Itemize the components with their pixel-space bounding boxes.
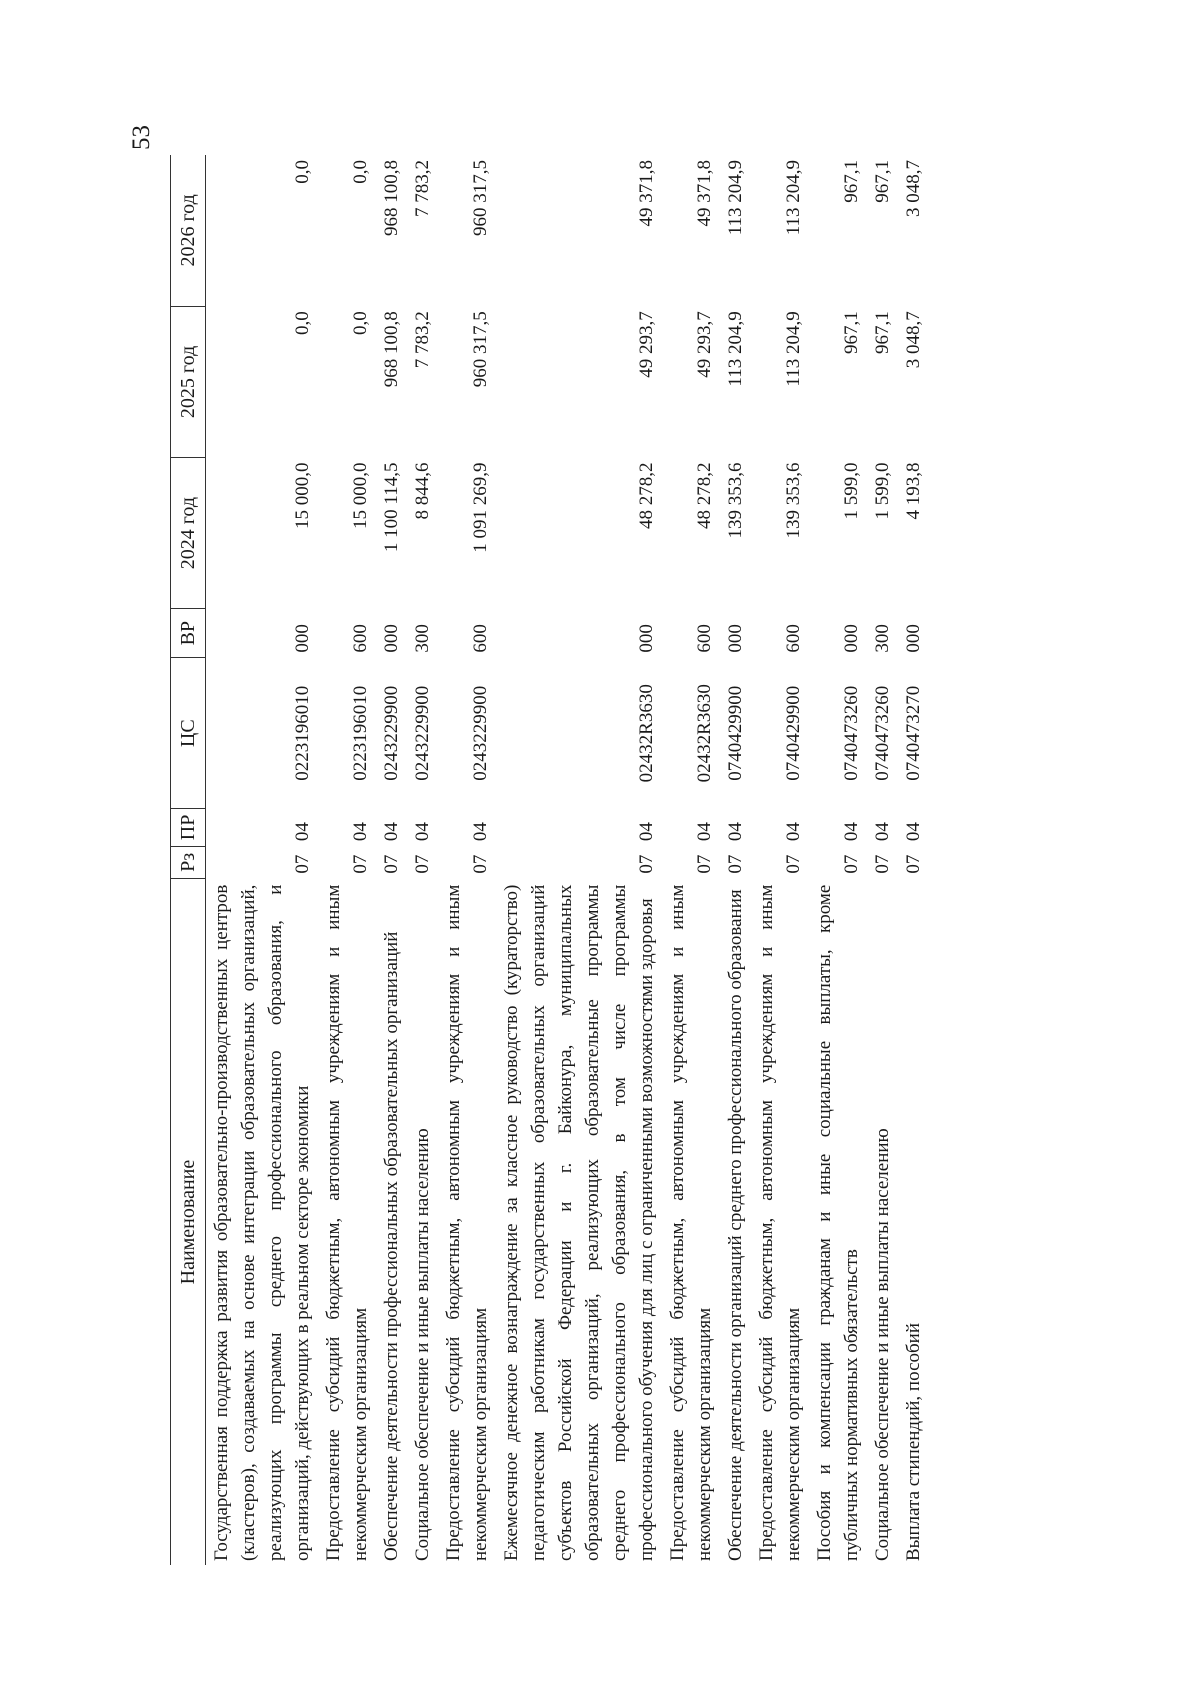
rotated-table-container <box>170 155 1050 1565</box>
row-pr: 04 <box>694 822 715 842</box>
row-pr: 04 <box>292 822 313 842</box>
row-2026: 967,1 <box>841 160 862 203</box>
row-2024: 1 091 269,9 <box>470 462 491 553</box>
table-row <box>751 155 809 1565</box>
row-2026: 960 317,5 <box>470 160 491 236</box>
row-rz: 07 <box>470 854 491 874</box>
budget-table <box>170 155 929 1565</box>
row-pr: 04 <box>350 822 371 842</box>
table-row <box>720 155 751 1565</box>
row-vr: 600 <box>694 624 715 653</box>
table-row <box>867 155 898 1565</box>
row-name: Обеспечение деятельности профессиональных образовательных организаций <box>381 931 402 1561</box>
row-cs: 0740473260 <box>872 685 893 781</box>
row-pr: 04 <box>725 822 746 842</box>
table-row <box>407 155 438 1565</box>
table-row <box>318 155 376 1565</box>
header-vr: ВР <box>171 609 206 658</box>
table-row <box>438 155 496 1565</box>
row-2026: 3 048,7 <box>903 160 924 217</box>
row-rz: 07 <box>636 854 657 874</box>
row-cs: 0740429900 <box>783 685 804 781</box>
row-vr: 600 <box>350 624 371 653</box>
row-2025: 3 048,7 <box>903 311 924 369</box>
row-rz: 07 <box>350 854 371 874</box>
row-2025: 113 204,9 <box>783 311 804 387</box>
row-pr: 04 <box>841 822 862 842</box>
row-pr: 04 <box>470 822 491 842</box>
row-2025: 49 293,7 <box>694 311 715 378</box>
row-name: Социальное обеспечение и иные выплаты населению <box>412 1128 433 1561</box>
row-cs: 0740473270 <box>903 685 924 781</box>
row-cs: 0223196010 <box>292 685 313 781</box>
row-2024: 139 353,6 <box>725 462 746 539</box>
row-vr: 300 <box>872 624 893 653</box>
row-2024: 139 353,6 <box>783 462 804 539</box>
row-vr: 600 <box>470 624 491 653</box>
header-name: Наименование <box>171 879 206 1565</box>
table-row <box>898 155 929 1565</box>
row-pr: 04 <box>903 822 924 842</box>
row-2026: 968 100,8 <box>381 160 402 236</box>
row-name: Предоставление субсидий бюджетным, автономным учреждениям и иным некоммерческим организациям <box>756 884 804 1561</box>
row-name: Государственная поддержка развития образовательно-производственных центров (кластеров), создаваемых на основе интеграции образовательных организаций, реализующих программы среднего профессионального образования, и организаций, действующих в реальном секторе экономики <box>211 884 313 1561</box>
table-row <box>376 155 407 1565</box>
row-2025: 113 204,9 <box>725 311 746 387</box>
row-vr: 000 <box>636 624 657 653</box>
row-2024: 48 278,2 <box>694 462 715 530</box>
row-pr: 04 <box>412 822 433 842</box>
row-rz: 07 <box>872 854 893 874</box>
table-header-row <box>171 155 206 1565</box>
page-number: 53 <box>128 125 155 150</box>
row-cs: 02432R3630 <box>694 684 715 783</box>
table-row <box>809 155 867 1565</box>
row-2024: 8 844,6 <box>412 462 433 520</box>
row-vr: 000 <box>292 624 313 653</box>
row-2024: 1 599,0 <box>841 462 862 520</box>
row-cs: 0243229900 <box>470 685 491 781</box>
row-cs: 0243229900 <box>381 685 402 781</box>
row-2026: 49 371,8 <box>694 160 715 227</box>
row-vr: 000 <box>841 624 862 653</box>
row-2026: 0,0 <box>292 160 313 184</box>
row-rz: 07 <box>694 854 715 874</box>
table-row <box>662 155 720 1565</box>
row-2025: 0,0 <box>292 311 313 336</box>
row-name: Ежемесячное денежное вознаграждение за классное руководство (кураторство) педагогическим работникам государственных образовательных организаций субъектов Российской Федерации и г. Байконура, муниципальных образовательных организаций, реализующих образовательные программы среднего профессионального образования, в том числе программы профессионального обучения для лиц с ограниченными возможностями здоровья <box>501 884 657 1561</box>
row-name: Предоставление субсидий бюджетным, автономным учреждениям и иным некоммерческим организациям <box>443 884 491 1561</box>
row-name: Предоставление субсидий бюджетным, автономным учреждениям и иным некоммерческим организациям <box>667 884 715 1561</box>
row-2024: 48 278,2 <box>636 462 657 530</box>
row-2024: 15 000,0 <box>292 462 313 530</box>
row-2025: 7 783,2 <box>412 311 433 369</box>
row-cs: 0740429900 <box>725 685 746 781</box>
row-2026: 49 371,8 <box>636 160 657 227</box>
row-2026: 0,0 <box>350 160 371 184</box>
row-2025: 0,0 <box>350 311 371 336</box>
row-vr: 000 <box>381 624 402 653</box>
row-rz: 07 <box>292 854 313 874</box>
header-2025: 2025 год <box>171 306 206 457</box>
row-vr: 600 <box>783 624 804 653</box>
row-rz: 07 <box>903 854 924 874</box>
header-2026: 2026 год <box>171 155 206 306</box>
row-2026: 967,1 <box>872 160 893 203</box>
row-pr: 04 <box>636 822 657 842</box>
row-pr: 04 <box>381 822 402 842</box>
row-cs: 02432R3630 <box>636 684 657 783</box>
row-2024: 15 000,0 <box>350 462 371 530</box>
header-rz: Рз <box>171 846 206 879</box>
row-name: Предоставление субсидий бюджетным, автономным учреждениям и иным некоммерческим организациям <box>323 884 371 1561</box>
row-name: Пособия и компенсации гражданам и иные социальные выплаты, кроме публичных нормативных обязательств <box>814 884 862 1561</box>
row-name: Выплата стипендий, пособий <box>903 1322 924 1561</box>
row-2024: 4 193,8 <box>903 462 924 520</box>
row-2025: 968 100,8 <box>381 311 402 388</box>
row-2024: 1 100 114,5 <box>381 462 402 553</box>
header-cs: ЦС <box>171 658 206 809</box>
row-2025: 967,1 <box>841 311 862 355</box>
table-row <box>496 155 662 1565</box>
row-vr: 300 <box>412 624 433 653</box>
row-2026: 113 204,9 <box>783 160 804 236</box>
row-pr: 04 <box>783 822 804 842</box>
row-rz: 07 <box>381 854 402 874</box>
header-pr: ПР <box>171 809 206 846</box>
row-2025: 49 293,7 <box>636 311 657 378</box>
row-2025: 960 317,5 <box>470 311 491 388</box>
header-2024: 2024 год <box>171 458 206 609</box>
row-cs: 0243229900 <box>412 685 433 781</box>
table-row <box>206 155 319 1565</box>
row-cs: 0740473260 <box>841 685 862 781</box>
row-rz: 07 <box>783 854 804 874</box>
row-name: Социальное обеспечение и иные выплаты населению <box>872 1128 893 1561</box>
row-pr: 04 <box>872 822 893 842</box>
row-rz: 07 <box>412 854 433 874</box>
row-2026: 113 204,9 <box>725 160 746 236</box>
row-2024: 1 599,0 <box>872 462 893 520</box>
row-vr: 000 <box>725 624 746 653</box>
row-2026: 7 783,2 <box>412 160 433 217</box>
row-name: Обеспечение деятельности организаций среднего профессионального образования <box>725 889 746 1561</box>
row-rz: 07 <box>841 854 862 874</box>
row-2025: 967,1 <box>872 311 893 355</box>
row-cs: 0223196010 <box>350 685 371 781</box>
row-rz: 07 <box>725 854 746 874</box>
row-vr: 000 <box>903 624 924 653</box>
